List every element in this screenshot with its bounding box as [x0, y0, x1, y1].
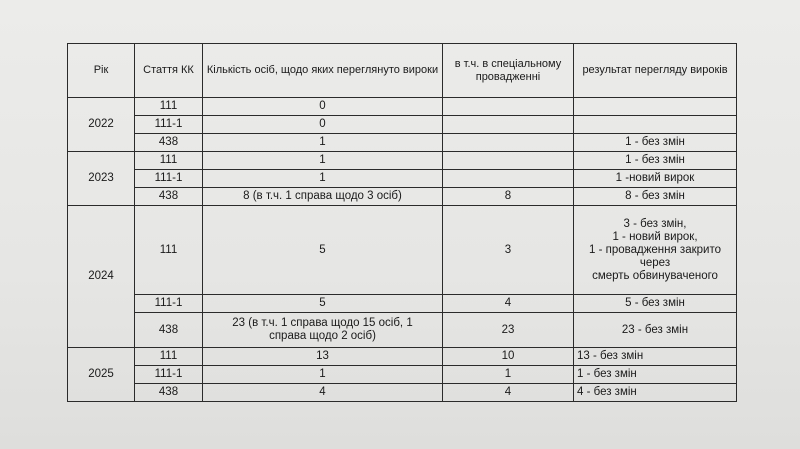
count-cell: 1: [203, 366, 443, 384]
article-cell: 111-1: [135, 116, 203, 134]
year-cell: 2023: [68, 152, 135, 206]
result-cell: 1 -новий вирок: [574, 170, 737, 188]
year-cell: 2025: [68, 348, 135, 402]
special-cell: 4: [443, 295, 574, 313]
header-count: Кількість осіб, щодо яких переглянуто вироки: [203, 44, 443, 98]
result-cell: 13 - без змін: [574, 348, 737, 366]
table-row: [68, 206, 737, 295]
table-row: [68, 313, 737, 348]
article-cell: 111-1: [135, 170, 203, 188]
article-cell: 438: [135, 313, 203, 348]
count-cell: 1: [203, 134, 443, 152]
special-cell: [443, 116, 574, 134]
count-cell: 8 (в т.ч. 1 справа щодо 3 осіб): [203, 188, 443, 206]
count-cell: 1: [203, 152, 443, 170]
table-row: [68, 366, 737, 384]
result-cell: 4 - без змін: [574, 384, 737, 402]
sentence-review-table: [67, 43, 737, 402]
article-cell: 438: [135, 384, 203, 402]
special-cell: [443, 98, 574, 116]
table-row: [68, 98, 737, 116]
table-row: [68, 152, 737, 170]
result-cell: 1 - без змін: [574, 366, 737, 384]
result-line: 1 - провадження закрито через: [589, 243, 721, 269]
article-cell: 111: [135, 348, 203, 366]
header-special: в т.ч. в спеціальному провадженні: [443, 44, 574, 98]
result-cell: [574, 206, 737, 295]
header-article: Стаття КК: [135, 44, 203, 98]
table-row: [68, 348, 737, 366]
special-cell: 1: [443, 366, 574, 384]
result-cell: 1 - без змін: [574, 152, 737, 170]
year-cell: 2022: [68, 98, 135, 152]
table-row: [68, 384, 737, 402]
count-line: 23 (в т.ч. 1 справа щодо 15 осіб, 1: [232, 317, 413, 329]
result-cell: 23 - без змін: [574, 313, 737, 348]
year-cell: 2024: [68, 206, 135, 348]
result-cell: [574, 116, 737, 134]
table-row: [68, 116, 737, 134]
article-cell: 111-1: [135, 295, 203, 313]
article-cell: 111-1: [135, 366, 203, 384]
header-year: Рік: [68, 44, 135, 98]
count-line: справа щодо 2 осіб): [269, 330, 376, 342]
special-cell: [443, 134, 574, 152]
article-cell: 438: [135, 188, 203, 206]
count-cell: 4: [203, 384, 443, 402]
count-cell: 0: [203, 98, 443, 116]
article-cell: 111: [135, 206, 203, 295]
count-cell: 13: [203, 348, 443, 366]
table-row: [68, 170, 737, 188]
result-line: 1 - новий вирок,: [612, 230, 698, 243]
header-row: [68, 44, 737, 98]
result-cell: 5 - без змін: [574, 295, 737, 313]
count-cell: 5: [203, 206, 443, 295]
table-row: [68, 188, 737, 206]
count-cell: 5: [203, 295, 443, 313]
count-cell: [203, 313, 443, 348]
table-row: [68, 295, 737, 313]
header-result: результат перегляду вироків: [574, 44, 737, 98]
special-cell: [443, 170, 574, 188]
result-line: смерть обвинуваченого: [592, 269, 718, 282]
result-cell: [574, 98, 737, 116]
special-cell: 10: [443, 348, 574, 366]
special-cell: 23: [443, 313, 574, 348]
result-cell: 8 - без змін: [574, 188, 737, 206]
result-cell: 1 - без змін: [574, 134, 737, 152]
table-row: [68, 134, 737, 152]
count-cell: 0: [203, 116, 443, 134]
result-line: 3 - без змін,: [623, 217, 687, 230]
article-cell: 111: [135, 98, 203, 116]
article-cell: 438: [135, 134, 203, 152]
special-cell: 3: [443, 206, 574, 295]
count-cell: 1: [203, 170, 443, 188]
special-cell: 4: [443, 384, 574, 402]
article-cell: 111: [135, 152, 203, 170]
special-cell: 8: [443, 188, 574, 206]
special-cell: [443, 152, 574, 170]
